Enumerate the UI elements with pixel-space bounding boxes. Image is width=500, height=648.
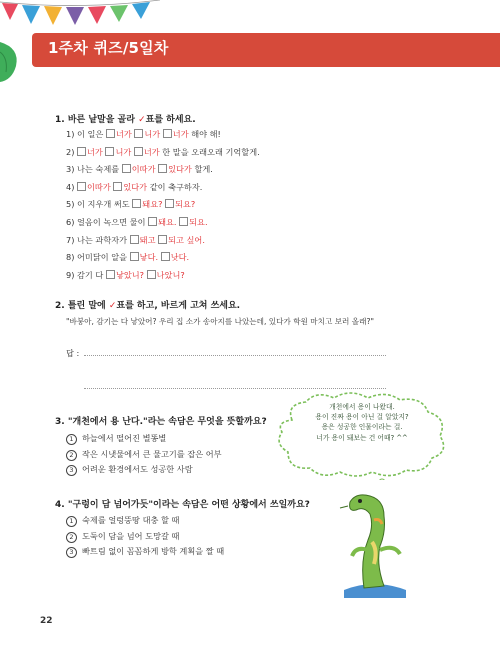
checkbox[interactable] bbox=[113, 182, 122, 191]
checkbox[interactable] bbox=[158, 235, 167, 244]
option-text: 하늘에서 떨어진 별똥별 bbox=[82, 433, 167, 443]
check-icon: ✓ bbox=[138, 115, 146, 125]
option-word: 낳다. bbox=[139, 252, 161, 263]
option-word: 너가 bbox=[115, 129, 135, 139]
bunting-decoration bbox=[0, 0, 160, 30]
checkbox[interactable] bbox=[106, 129, 115, 138]
item-text: 할게. bbox=[191, 164, 213, 175]
option-number: 1 bbox=[66, 516, 77, 527]
checkbox[interactable] bbox=[130, 235, 139, 244]
dragon-illustration bbox=[334, 490, 414, 600]
checkbox[interactable] bbox=[134, 147, 143, 156]
item-text: 8) 어미닭이 알을 bbox=[66, 252, 130, 263]
option-number: 1 bbox=[66, 434, 77, 445]
question-1-item bbox=[66, 235, 205, 246]
item-text: 7) 나는 과학자가 bbox=[66, 234, 130, 245]
option-word: 나았니? bbox=[156, 269, 185, 280]
option-word: 이따가 bbox=[131, 164, 159, 175]
question-1-item bbox=[66, 164, 213, 175]
answer-option[interactable] bbox=[66, 449, 222, 461]
checkbox[interactable] bbox=[147, 270, 156, 279]
question-1-title: 1. 바른 낱말을 골라 ✓표를 하세요. bbox=[55, 115, 196, 125]
option-word: 니가 bbox=[115, 146, 134, 157]
option-word: 니가 bbox=[144, 129, 163, 139]
answer-option[interactable] bbox=[66, 531, 179, 543]
question-2-sentence: "바붕아, 감기는 다 낳았어? 우리 집 소가 송아지를 나았는데, 있다가 학원 마치고 보러 올래?" bbox=[66, 317, 374, 326]
item-text: 한 말을 오래오래 기억할게. bbox=[159, 146, 260, 157]
option-number: 3 bbox=[66, 547, 77, 558]
option-word: 돼요. bbox=[158, 217, 180, 227]
page-title: 1주차 퀴즈/5일차 bbox=[48, 39, 169, 57]
answer-line-2[interactable] bbox=[84, 388, 386, 389]
option-text: 작은 시냇물에서 큰 물고기를 잡은 어부 bbox=[82, 448, 222, 459]
question-1-item bbox=[66, 252, 189, 263]
checkbox[interactable] bbox=[105, 147, 114, 156]
option-number: 2 bbox=[66, 532, 77, 543]
option-word: 돼요? bbox=[142, 199, 166, 210]
option-word: 되요. bbox=[189, 217, 208, 227]
answer-option[interactable] bbox=[66, 515, 179, 527]
option-text: 도둑이 담을 넘어 도망갈 때 bbox=[82, 530, 180, 541]
question-1-item bbox=[66, 217, 208, 228]
checkbox[interactable] bbox=[163, 129, 172, 138]
checkbox[interactable] bbox=[122, 164, 131, 173]
checkbox[interactable] bbox=[148, 217, 157, 226]
option-word: 돼고 bbox=[139, 234, 159, 245]
speech-cloud-text: 개천에서 용이 나왔대. 용이 진짜 용이 아닌 걸 알았지? 용은 성공한 인물이라는 걸. 너가 용이 돼보는 건 어때? ^^ bbox=[315, 403, 409, 442]
question-1-item bbox=[66, 199, 195, 210]
question-3-title: 3. "개천에서 용 난다."라는 속담은 무엇을 뜻할까요? bbox=[55, 417, 267, 427]
item-text: 같이 축구하자. bbox=[147, 181, 203, 192]
option-word: 되요? bbox=[175, 199, 196, 210]
checkbox[interactable] bbox=[165, 199, 174, 208]
option-word: 있다가 bbox=[123, 181, 148, 192]
option-word: 너가 bbox=[143, 146, 160, 157]
option-word: 이따가 bbox=[87, 181, 114, 192]
answer-line-1[interactable] bbox=[84, 355, 386, 356]
question-4-title: 4. "구렁이 담 넘어가듯"이라는 속담은 어떤 상황에서 쓰일까요? bbox=[55, 500, 310, 510]
checkbox[interactable] bbox=[77, 182, 86, 191]
answer-option[interactable] bbox=[66, 546, 224, 558]
answer-label: 답 : bbox=[66, 348, 80, 358]
item-text: 2) bbox=[66, 146, 78, 157]
question-1-item bbox=[66, 129, 221, 140]
checkbox[interactable] bbox=[77, 147, 86, 156]
option-word: 있다가 bbox=[168, 164, 192, 175]
question-1-item bbox=[66, 147, 260, 158]
item-text: 3) 나는 숙제를 bbox=[66, 164, 122, 175]
item-text: 5) 이 지우개 써도 bbox=[66, 199, 133, 210]
page-number: 22 bbox=[40, 616, 53, 626]
question-1-item bbox=[66, 270, 185, 281]
checkbox[interactable] bbox=[134, 129, 143, 138]
option-text: 어려운 환경에서도 성공한 사람 bbox=[82, 464, 193, 474]
option-text: 빠트림 없이 꼼꼼하게 방학 계획을 짤 때 bbox=[82, 546, 225, 556]
option-word: 낫다. bbox=[170, 252, 190, 263]
option-text: 숙제를 얼렁뚱땅 대충 할 때 bbox=[82, 515, 180, 525]
answer-option[interactable] bbox=[66, 433, 166, 445]
option-word: 되고 싶어. bbox=[168, 234, 205, 245]
checkbox[interactable] bbox=[161, 252, 170, 261]
question-1-item bbox=[66, 182, 202, 193]
checkbox[interactable] bbox=[106, 270, 115, 279]
item-text: 9) 감기 다 bbox=[66, 269, 106, 280]
checkbox[interactable] bbox=[158, 164, 167, 173]
check-icon: ✓ bbox=[108, 301, 117, 311]
option-word: 낳았니? bbox=[115, 269, 147, 280]
option-word: 너가 bbox=[87, 146, 106, 157]
item-text: 1) 이 일은 bbox=[66, 129, 106, 139]
checkbox[interactable] bbox=[130, 252, 139, 261]
option-word: 너가 bbox=[172, 129, 189, 139]
question-2-title: 2. 틀린 말에 ✓표를 하고, 바르게 고쳐 쓰세요. bbox=[55, 301, 241, 311]
answer-option[interactable] bbox=[66, 464, 193, 476]
checkbox[interactable] bbox=[132, 199, 141, 208]
item-text: 4) bbox=[66, 181, 78, 192]
item-text: 6) 얼음이 녹으면 물이 bbox=[66, 217, 149, 227]
item-text: 해야 해! bbox=[188, 129, 221, 139]
leaf-decoration bbox=[0, 38, 22, 84]
option-number: 3 bbox=[66, 465, 77, 476]
option-number: 2 bbox=[66, 450, 77, 461]
checkbox[interactable] bbox=[179, 217, 188, 226]
